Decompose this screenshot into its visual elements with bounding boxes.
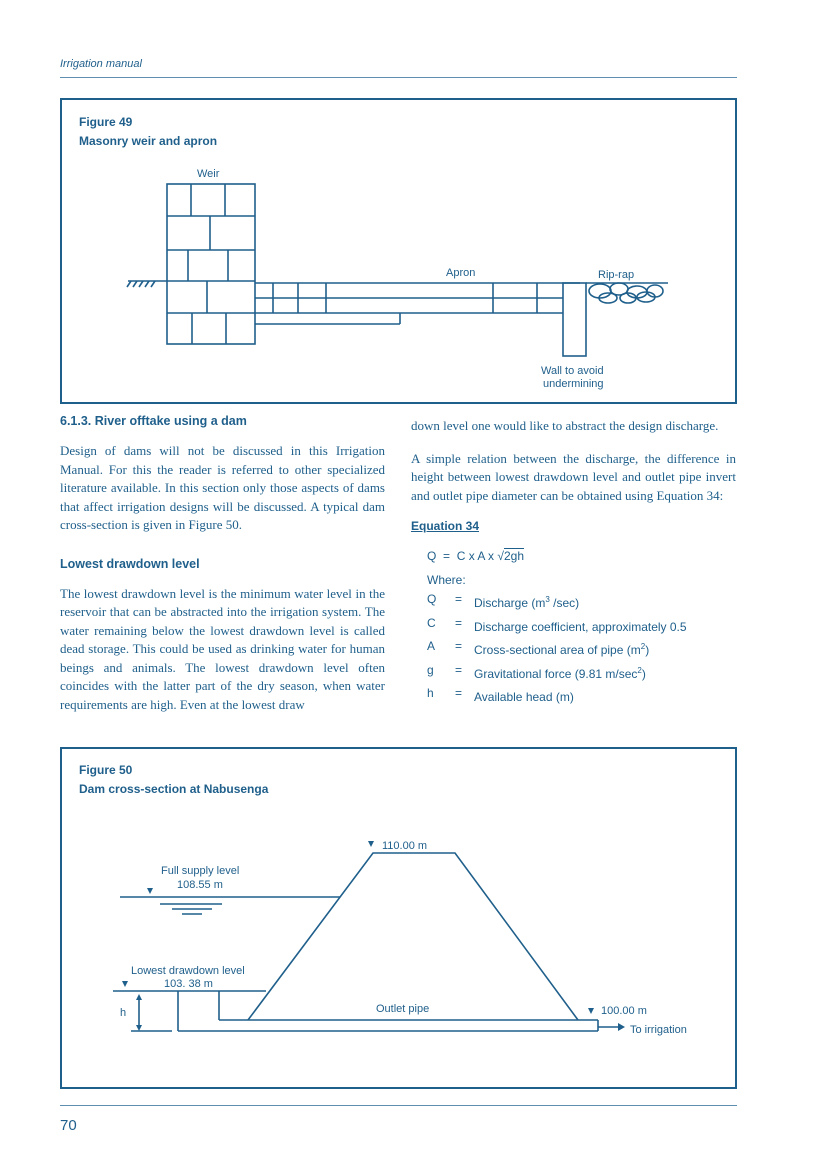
riprap-label: Rip-rap	[598, 269, 635, 281]
full-supply-label: Full supply level	[161, 865, 240, 877]
running-title: Irrigation manual	[60, 58, 142, 70]
definition-text: Cross-sectional area of pipe $(m^2)$	[474, 642, 650, 657]
toe-level: 100.00 m	[601, 1005, 647, 1017]
sqrt-symbol: √	[497, 549, 504, 563]
figure-50-number: Figure 50	[79, 763, 133, 777]
fsl-marker	[147, 888, 153, 894]
full-supply-value: 108.55 m	[177, 879, 223, 891]
crest-marker	[368, 841, 374, 847]
definition-text: Gravitational force (9.81 $m/\sec^2$)	[474, 665, 646, 681]
where-label: Where:	[427, 572, 466, 587]
dam-embankment	[248, 853, 578, 1020]
weir-label: Weir	[197, 168, 220, 180]
head-label: h	[120, 1007, 127, 1019]
figure-49-number: Figure 49	[79, 115, 133, 129]
definition-symbol: g	[427, 662, 434, 677]
continuation-text: down level one would like to abstract the design discharge.	[411, 418, 719, 433]
definition-symbol: h	[427, 686, 434, 700]
footer-rule	[60, 1105, 737, 1106]
relation-paragraph: A simple relation between the discharge, the difference in height between lowest drawdown level and outlet pipe invert and outlet pipe diameter can be obtained using Equation 34:	[411, 450, 736, 503]
lowest-drawdown-value: 103. 38 m	[164, 978, 213, 990]
definition-equals: =	[455, 615, 463, 630]
definition-text: Discharge coefficient, approximately 0.5	[474, 619, 687, 634]
subheading-lowest-drawdown: Lowest drawdown level	[60, 556, 200, 571]
figure-49-title: Masonry weir and apron	[79, 134, 218, 148]
equation-label: Equation 34	[411, 519, 480, 533]
outlet-pipe-label: Outlet pipe	[376, 1003, 430, 1015]
section-intro: Design of dams will not be discussed in this Irrigation Manual. For this the reader is referred to other specialized literature available. In this section only those aspects of dams that affect irrigation designs will be discussed. A typical dam cross-section is given in Figure 50.	[60, 443, 385, 532]
definition-equals: =	[455, 662, 463, 677]
section-heading: 6.1.3. River offtake using a dam	[60, 414, 247, 428]
equation-formula: Q = C x A x √2gh	[427, 549, 525, 563]
ldl-marker	[122, 981, 128, 987]
page-number: 70	[60, 1117, 77, 1134]
definition-equals: =	[455, 639, 463, 653]
definition-equals: =	[455, 592, 463, 606]
figure-50-title: Dam cross-section at Nabusenga	[79, 782, 269, 796]
definition-text: Discharge ($m^3$ /sec)	[474, 595, 580, 610]
definition-symbol: C	[427, 615, 436, 630]
toe-marker	[588, 1008, 594, 1014]
drawdown-paragraph: The lowest drawdown level is the minimum water level in the reservoir that can be abstracted into the irrigation system. The water remaining below the lowest drawdown level is called dead storage. This could be used as drinking water for human beings and animals. The lowest drawdown level often coincides with the latter part of the dry season, when water requirements are high. Even at the lowest draw	[60, 585, 385, 712]
lowest-drawdown-label: Lowest drawdown level	[131, 965, 245, 977]
wall-label-line1: Wall to avoid	[541, 365, 604, 377]
crest-level: 110.00 m	[382, 840, 428, 852]
wall-label-line2: undermining	[543, 378, 604, 390]
definition-symbol: Q	[427, 592, 437, 606]
definition-symbol: A	[427, 639, 436, 653]
definition-text: Available head (m)	[474, 690, 574, 704]
apron-label: Apron	[446, 267, 476, 279]
definition-equals: =	[455, 686, 463, 700]
to-irrigation-label: To irrigation	[630, 1024, 687, 1036]
